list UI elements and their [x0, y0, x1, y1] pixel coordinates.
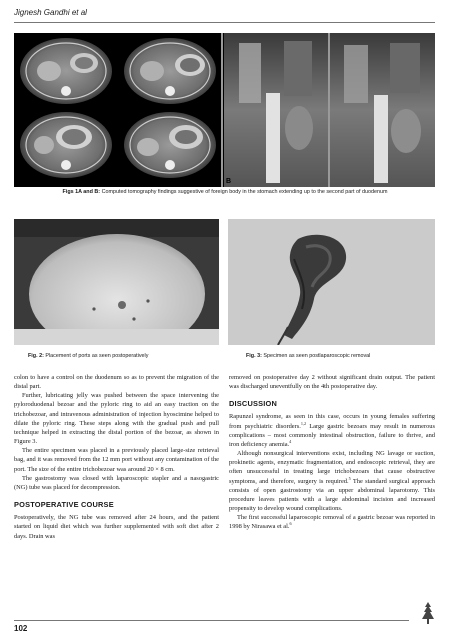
section-heading-discussion: DISCUSSION [229, 399, 277, 409]
sentence: Large gastric bezoars may result in numerous complications – most commonly intestinal obstruction, failure to thrive, and iron deficiency anemia. [229, 422, 435, 448]
figure-2-caption-label: Fig. 2: [28, 353, 44, 359]
sentence: Rapunzel syndrome, as seen in this case, occurs in young females suffering from psychiatric disorders. [229, 413, 435, 430]
paragraph [229, 412, 435, 449]
coronal-slice-1 [224, 33, 328, 187]
figure-3-caption-text: Specimen as seen postlaparoscopic removal [263, 353, 371, 359]
abdomen-photo [14, 219, 219, 345]
left-text-column [14, 373, 219, 541]
header-rule [14, 22, 435, 23]
figure-2-photo [14, 219, 219, 345]
paragraph: The entire specimen was placed in a previously placed large-size retrieval bag, and it was removed from the 12 mm port without any contamination of the port. The size of the entire trichobezoar was around 20 × 8 cm. [14, 447, 219, 473]
reference-mark: 4 [289, 438, 292, 444]
specimen-photo [228, 219, 435, 345]
ct-image-grid [14, 33, 435, 187]
footer-rule [14, 620, 409, 621]
figure-3-caption [246, 353, 446, 359]
running-head: Jignesh Gandhi et al [14, 8, 87, 17]
reference-mark: 1,2 [300, 420, 307, 426]
figure-3-photo [228, 219, 435, 345]
axial-slice-4 [124, 112, 216, 178]
figure-1-ct-images [14, 33, 435, 187]
figure-1b-label: B [226, 178, 232, 185]
figure-1-caption-label: Figs 1A and B: [62, 189, 101, 195]
coronal-slice-2 [330, 33, 435, 187]
paragraph [229, 449, 435, 513]
sentence: Although nonsurgical interventions exist, including NG lavage or suction, prokinetic agents, enzymatic fragmentation, and endoscopic retrieval, they are often unsuccessful in treating large trichobezoars that cause obstructive symptoms, and therefore, surgery is required. [229, 450, 435, 485]
sentence: The standard surgical approach consists of open gastrostomy via an upper abdominal laparotomy. This procedure leaves patients with a large abdominal incision and increased propensity to develop wound complications. [229, 477, 435, 513]
reference-mark: 5 [348, 475, 351, 481]
figure-2-caption [28, 353, 228, 359]
figure-2-caption-text: Placement of ports as seen postoperatively [45, 353, 149, 359]
axial-slice-1 [20, 38, 112, 104]
sentence: The first successful laparoscopic removal of a gastric bezoar was reported in 1998 by Nirasawa et al. [229, 514, 435, 531]
paragraph: removed on postoperative day 2 without significant drain output. The patient was discharged uneventfully on the 4th postoperative day. [229, 374, 435, 391]
paragraph [229, 513, 435, 531]
paragraph: colon to have a control on the duodenum so as to prevent the migration of the distal part. [14, 374, 219, 391]
figure-1-caption-text: Computed tomography findings suggestive of foreign body in the stomach extending up to the second part of duodenum [101, 189, 388, 195]
axial-slice-2 [124, 38, 216, 104]
figure-1-caption [40, 189, 410, 196]
paragraph: Postoperatively, the NG tube was removed after 24 hours, and the patient started on liquid diet which was further supplemented with soft diet after 2 days. Drain was [14, 514, 219, 540]
right-text-column [229, 373, 435, 532]
paragraph: The gastrostomy was closed with laparoscopic stapler and a nasogastric (NG) tube was placed for decompression. [14, 474, 219, 491]
publisher-logo-icon [420, 601, 436, 625]
page-number: 102 [14, 624, 28, 633]
reference-mark: 6 [289, 521, 292, 527]
figure-3-caption-label: Fig. 3: [246, 353, 262, 359]
section-heading-postoperative-course: POSTOPERATIVE COURSE [14, 500, 114, 510]
paragraph: Further, lubricating jelly was pushed between the space intervening the pyloroduodenal bezoar and the pyloric ring to aid an easy traction on the trichobezoar, and intravenous administration of injection hyoscimine helped to dilate the pyloric ring. These steps along with the gradual push and pull technique helped in extracting the distal portion of the bezoar, as shown in Figure 3. [14, 392, 219, 446]
axial-slice-3 [20, 112, 112, 178]
figure-1a-label: A [18, 178, 24, 185]
